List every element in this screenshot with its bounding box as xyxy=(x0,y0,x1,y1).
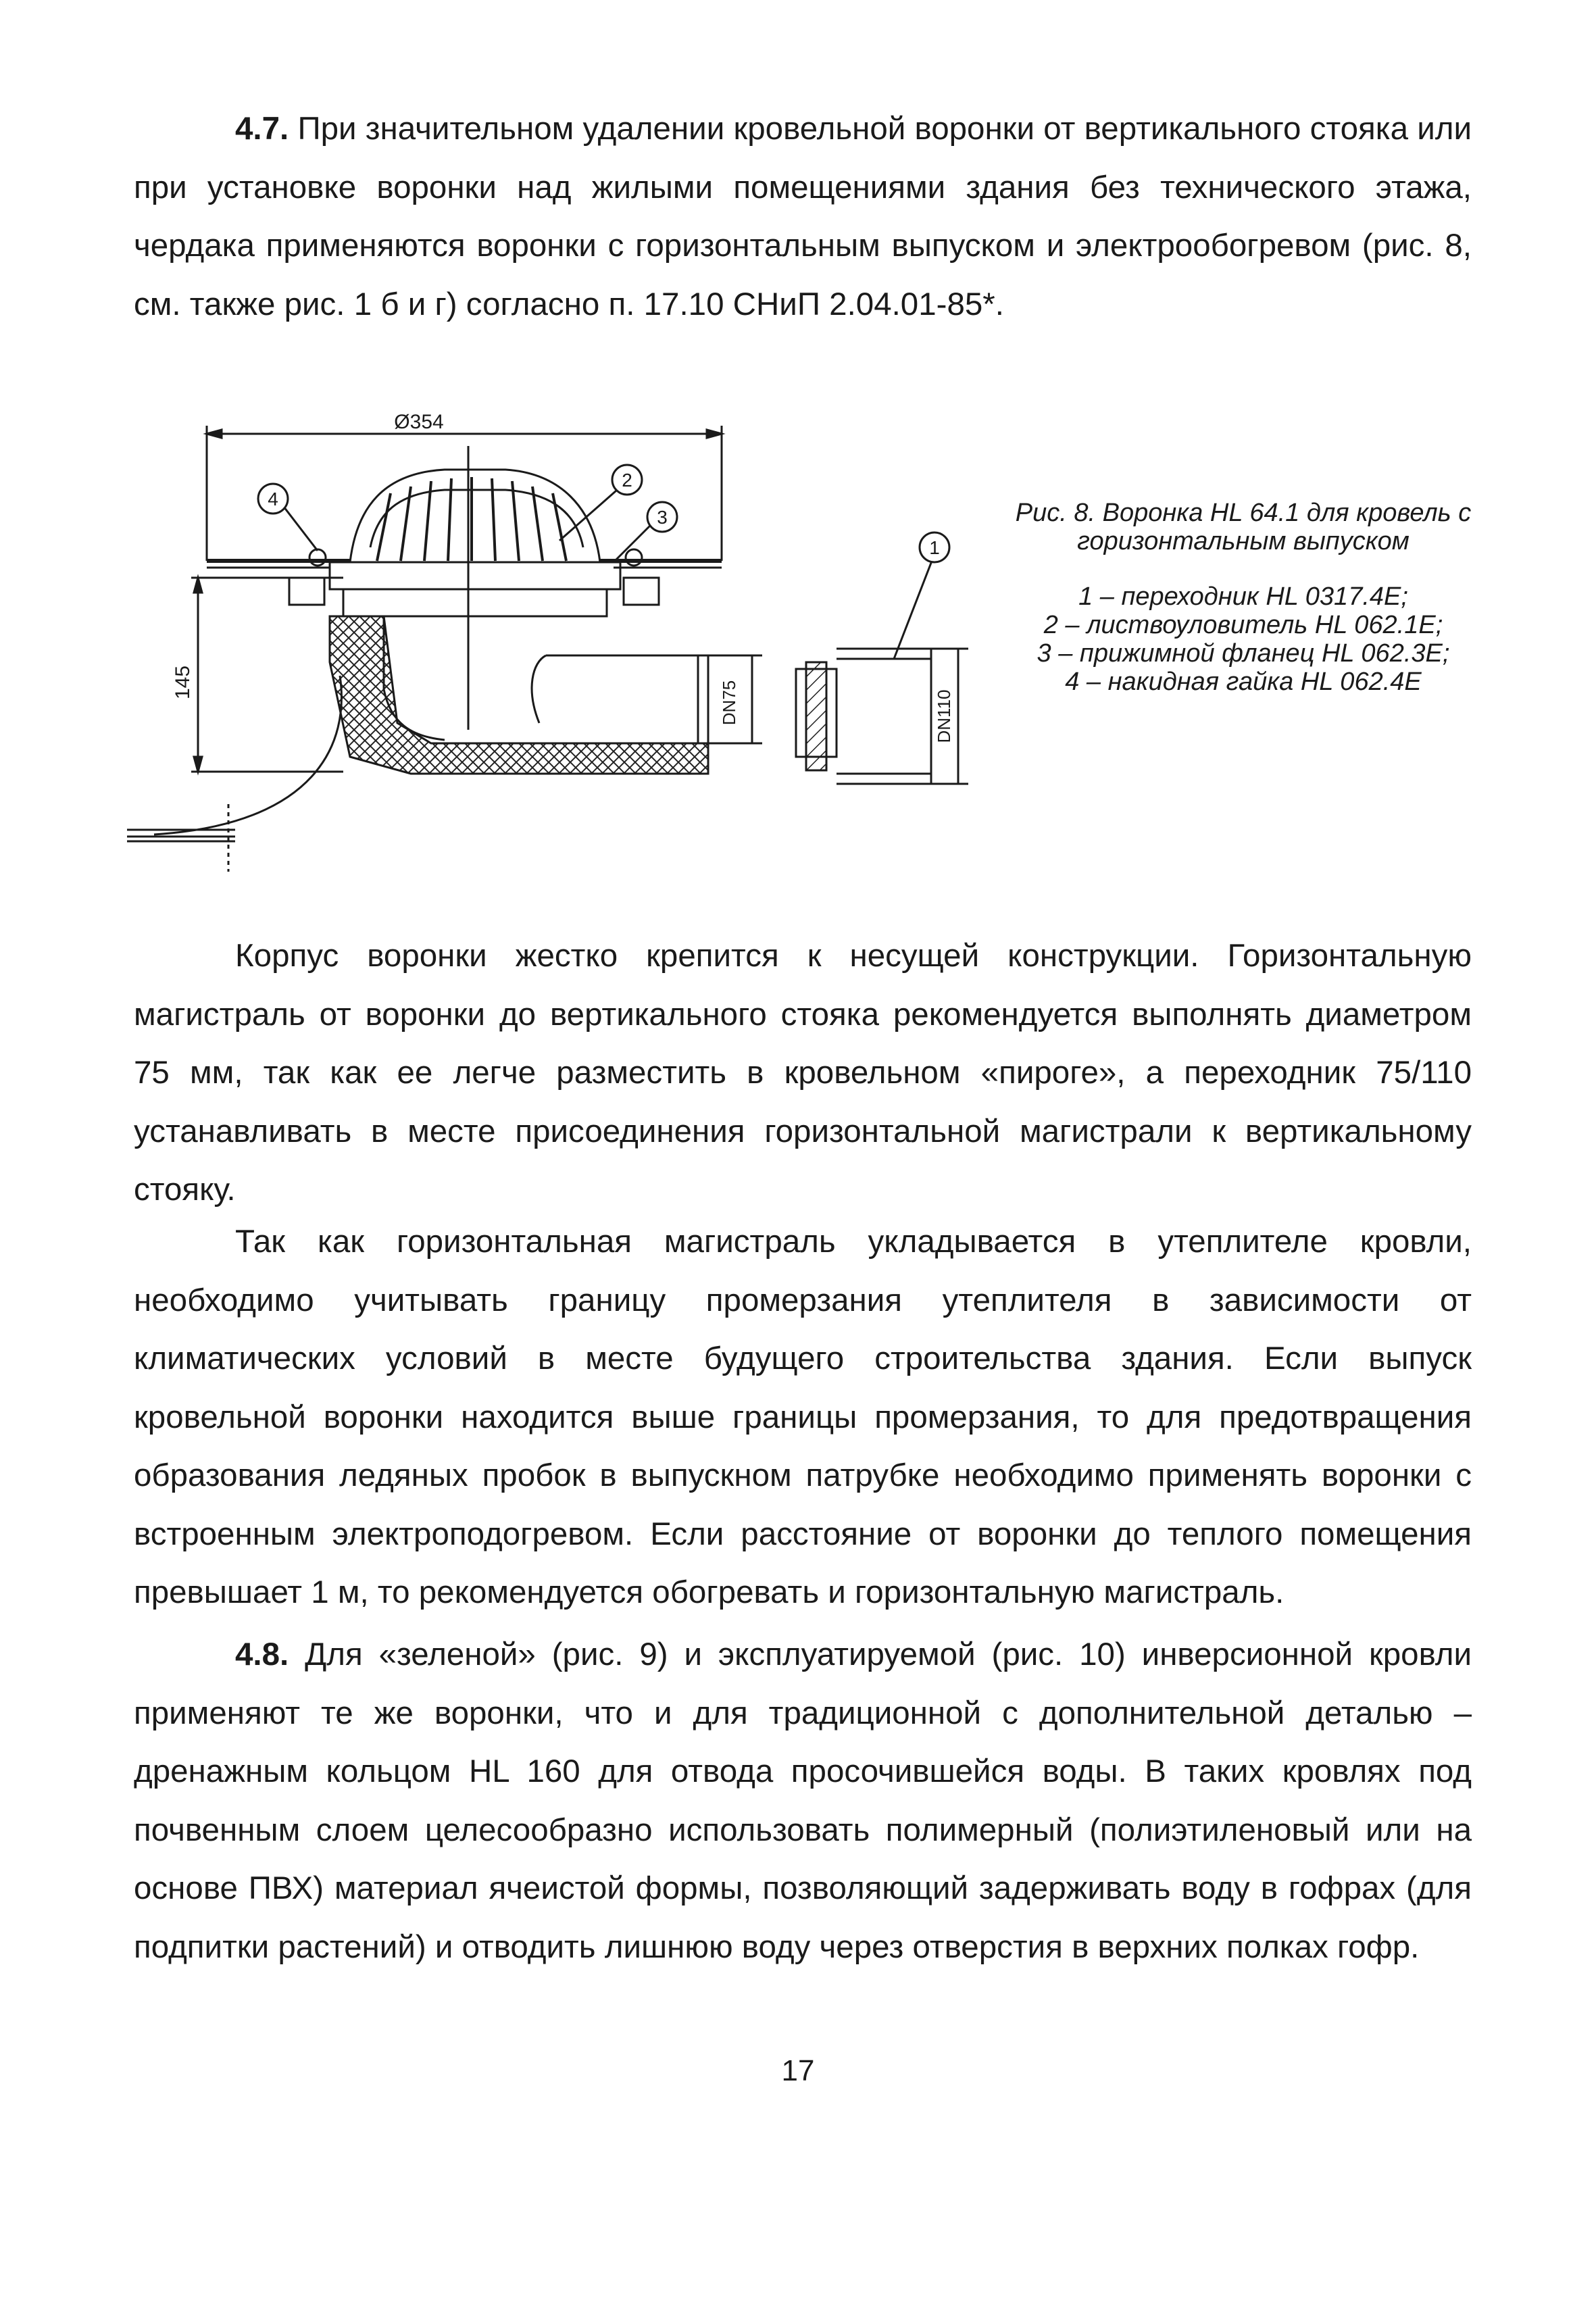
section-text: При значительном удалении кровельной воронки от вертикального стояка или при установке воронки над жилыми помещениями здания без технического этажа, чердака применяются воронки с горизонтальным выпуском и электрообогревом (рис. 8, см. также рис. 1 б и г) согласно п. 17.10 СНиП 2.04.01-85*. xyxy=(134,111,1472,322)
caption-title: Рис. 8. Воронка HL 64.1 для кровель с горизонтальным выпуском xyxy=(1015,499,1472,555)
callout-1: 1 xyxy=(929,537,940,558)
legend-item: 3 – прижимной фланец HL 062.3E; xyxy=(1037,639,1450,668)
dn110-label: DN110 xyxy=(934,689,954,743)
section-number: 4.7. xyxy=(235,111,289,147)
section-4-8-paragraph xyxy=(134,1626,1472,1976)
page-number: 17 xyxy=(781,2054,815,2087)
paragraph-1 xyxy=(134,927,1472,1220)
drain-funnel-drawing xyxy=(127,405,999,892)
section-4-7-paragraph xyxy=(134,100,1472,334)
legend-item: 2 – листвоуловитель HL 062.1E; xyxy=(1043,611,1443,639)
dn75-label: DN75 xyxy=(719,680,739,726)
dimension-height: 145 xyxy=(172,665,194,700)
section-number: 4.8. xyxy=(235,1637,289,1672)
legend-item: 1 – переходник HL 0317.4E; xyxy=(1078,582,1408,611)
section-4-7 xyxy=(134,100,1472,334)
paragraph-1-text: Корпус воронки жестко крепится к несущей конструкции. Горизонтальную магистраль от воронки до вертикального стояка рекомендуется выполнять диаметром 75 мм, так как ее легче разместить в кровельном «пироге», а переходник 75/110 устанавливать в месте присоединения горизонтальной магистрали к вертикальному стояку. xyxy=(134,938,1472,1208)
section-4-8 xyxy=(134,1626,1472,1976)
legend-item: 4 – накидная гайка HL 062.4E xyxy=(1065,668,1422,696)
dimension-diameter: Ø354 xyxy=(394,411,444,433)
callout-4: 4 xyxy=(268,489,278,509)
figure-caption xyxy=(993,499,1493,696)
paragraph-2-text: Так как горизонтальная магистраль укладывается в утеплителе кровли, необходимо учитывать границу промерзания утеплителя в зависимости от климатических условий в месте будущего строительства здания. Если выпуск кровельной воронки находится выше границы промерзания, то для предотвращения образования ледяных пробок в выпускном патрубке необходимо применять воронки с встроенным электроподогревом. Если расстояние от воронки до теплого помещения превышает 1 м, то рекомендуется обогревать и горизонтальную магистраль. xyxy=(134,1224,1472,1610)
callout-2: 2 xyxy=(622,470,632,491)
paragraph-2 xyxy=(134,1213,1472,1622)
callout-3: 3 xyxy=(657,507,668,528)
section-text: Для «зеленой» (рис. 9) и эксплуатируемой (рис. 10) инверсионной кровли применяют те же воронки, что и для традиционной с дополнительной деталью – дренажным кольцом HL 160 для отвода просочившейся воды. В таких кровлях под почвенным слоем целесообразно использовать полимерный (полиэтиленовый или на основе ПВХ) материал ячеистой формы, позволяющий задерживать воду в гофрах (для подпитки растений) и отводить лишнюю воду через отверстия в верхних полках гофр. xyxy=(134,1637,1472,1965)
